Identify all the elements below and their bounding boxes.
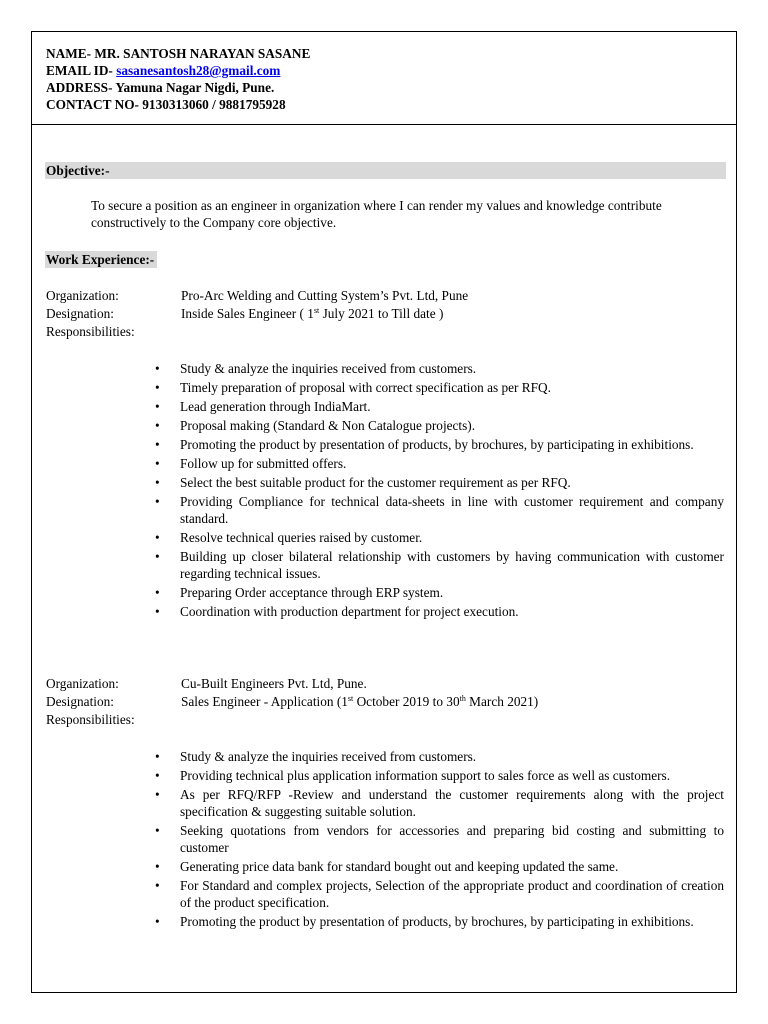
resume-page xyxy=(31,31,737,993)
bullet-icon: • xyxy=(155,530,160,545)
job2-designation: Sales Engineer - Application (1st October 2019 to 30th March 2021) xyxy=(181,694,539,709)
organization-label: Organization: xyxy=(46,676,119,691)
list-item-text: Resolve technical queries raised by customer. xyxy=(180,530,423,545)
list-item xyxy=(155,379,724,396)
list-item-text: Providing Compliance for technical data-sheets in line with customer requirement and company standard. xyxy=(180,494,724,526)
list-item xyxy=(155,877,724,911)
job2-responsibility-list xyxy=(155,748,724,932)
list-item-text: Lead generation through IndiaMart. xyxy=(180,399,371,414)
bullet-icon: • xyxy=(155,380,160,395)
list-item-text: Study & analyze the inquiries received from customers. xyxy=(180,361,477,376)
contact-header xyxy=(32,32,736,125)
list-item-text: Follow up for submitted offers. xyxy=(180,456,347,471)
bullet-icon: • xyxy=(155,456,160,471)
list-item-text: Promoting the product by presentation of products, by brochures, by participating in exhibitions. xyxy=(180,437,694,452)
list-item xyxy=(155,548,724,582)
list-item xyxy=(155,436,724,453)
list-item xyxy=(155,455,724,472)
name-line: NAME- MR. SANTOSH NARAYAN SASANE xyxy=(46,46,311,61)
list-item xyxy=(155,417,724,434)
list-item xyxy=(155,603,724,620)
bullet-icon: • xyxy=(155,494,160,509)
email-line xyxy=(46,63,280,79)
list-item-text: Coordination with production department for project execution. xyxy=(180,604,519,619)
bullet-icon: • xyxy=(155,823,160,838)
list-item-text: Timely preparation of proposal with correct specification as per RFQ. xyxy=(180,380,551,395)
list-item xyxy=(155,529,724,546)
bullet-icon: • xyxy=(155,549,160,564)
list-item-text: Study & analyze the inquiries received from customers. xyxy=(180,749,477,764)
list-item xyxy=(155,398,724,415)
list-item-text: Generating price data bank for standard bought out and keeping updated the same. xyxy=(180,859,619,874)
list-item-text: Seeking quotations from vendors for accessories and preparing bid costing and submitting to customer xyxy=(180,823,724,855)
list-item xyxy=(155,786,724,820)
bullet-icon: • xyxy=(155,859,160,874)
email-link[interactable]: sasanesantosh28@gmail.com xyxy=(116,63,281,78)
bullet-icon: • xyxy=(155,914,160,929)
responsibilities-label: Responsibilities: xyxy=(46,712,135,727)
bullet-icon: • xyxy=(155,437,160,452)
bullet-icon: • xyxy=(155,768,160,783)
list-item-text: As per RFQ/RFP -Review and understand the customer requirements along with the project specification & suggesting suitable solution. xyxy=(180,787,724,819)
designation-label: Designation: xyxy=(46,694,114,709)
list-item-text: Select the best suitable product for the customer requirement as per RFQ. xyxy=(180,475,571,490)
bullet-icon: • xyxy=(155,399,160,414)
objective-text: To secure a position as an engineer in organization where I can render my values and knowledge contribute constructively to the Company core objective. xyxy=(91,198,662,230)
bullet-icon: • xyxy=(155,475,160,490)
email-label: EMAIL ID- xyxy=(46,63,117,78)
job1-organization: Pro-Arc Welding and Cutting System’s Pvt. Ltd, Pune xyxy=(181,288,469,303)
list-item-text: For Standard and complex projects, Selection of the appropriate product and coordination of creation of the product specification. xyxy=(180,878,724,910)
work-experience-heading: Work Experience:- xyxy=(45,251,157,268)
list-item-text: Proposal making (Standard & Non Catalogue projects). xyxy=(180,418,476,433)
job2-organization: Cu-Built Engineers Pvt. Ltd, Pune. xyxy=(181,676,367,691)
list-item xyxy=(155,493,724,527)
list-item xyxy=(155,822,724,856)
list-item xyxy=(155,913,724,930)
list-item-text: Building up closer bilateral relationship with customers by having communication with customer regarding technical issues. xyxy=(180,549,724,581)
job1-responsibility-list xyxy=(155,360,724,622)
address-line: ADDRESS- Yamuna Nagar Nigdi, Pune. xyxy=(46,80,275,95)
bullet-icon: • xyxy=(155,418,160,433)
bullet-icon: • xyxy=(155,361,160,376)
list-item xyxy=(155,584,724,601)
job1-designation: Inside Sales Engineer ( 1st July 2021 to Till date ) xyxy=(181,306,444,321)
list-item-text: Providing technical plus application information support to sales force as well as customers. xyxy=(180,768,671,783)
list-item xyxy=(155,748,724,765)
responsibilities-label: Responsibilities: xyxy=(46,324,135,339)
contact-line: CONTACT NO- 9130313060 / 9881795928 xyxy=(46,97,286,112)
list-item xyxy=(155,474,724,491)
bullet-icon: • xyxy=(155,787,160,802)
list-item-text: Promoting the product by presentation of products, by brochures, by participating in exhibitions. xyxy=(180,914,694,929)
list-item xyxy=(155,360,724,377)
list-item-text: Preparing Order acceptance through ERP system. xyxy=(180,585,444,600)
bullet-icon: • xyxy=(155,604,160,619)
list-item xyxy=(155,767,724,784)
bullet-icon: • xyxy=(155,749,160,764)
list-item xyxy=(155,858,724,875)
objective-heading: Objective:- xyxy=(45,162,726,179)
bullet-icon: • xyxy=(155,878,160,893)
bullet-icon: • xyxy=(155,585,160,600)
organization-label: Organization: xyxy=(46,288,119,303)
designation-label: Designation: xyxy=(46,306,114,321)
